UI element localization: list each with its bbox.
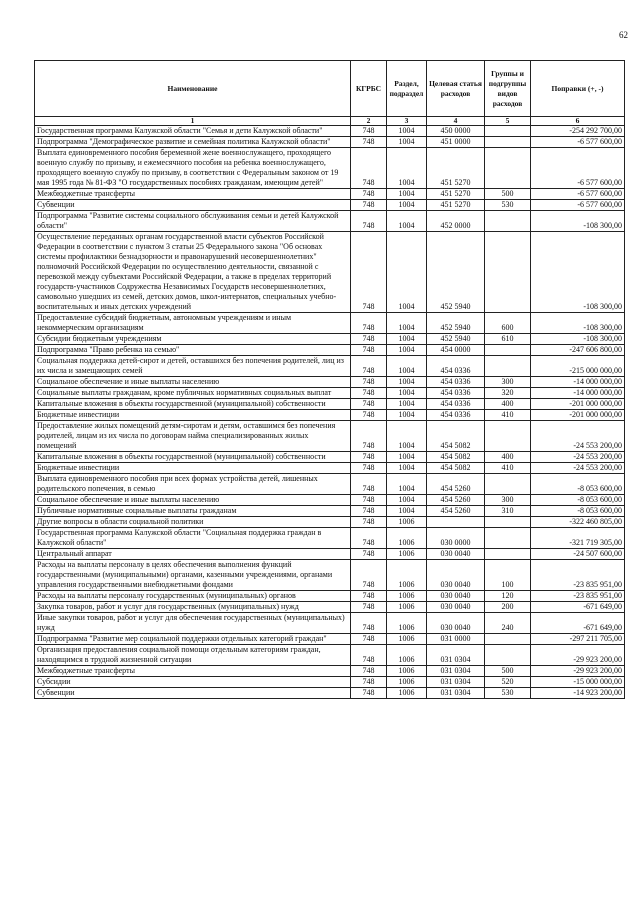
row-name: Государственная программа Калужской области "Семья и дети Калужской области"	[35, 126, 351, 137]
table-row	[35, 452, 625, 463]
table-row	[35, 506, 625, 517]
row-kgrbs: 748	[351, 517, 387, 528]
row-vid	[485, 517, 531, 528]
table-row	[35, 232, 625, 313]
row-name: Публичные нормативные социальные выплаты гражданам	[35, 506, 351, 517]
row-vid: 530	[485, 200, 531, 211]
row-kgrbs: 748	[351, 549, 387, 560]
row-vid	[485, 549, 531, 560]
row-amount: -14 923 200,00	[531, 688, 625, 699]
row-article: 451 5270	[427, 189, 485, 200]
row-article	[427, 517, 485, 528]
row-kgrbs: 748	[351, 634, 387, 645]
row-name: Социальное обеспечение и иные выплаты населению	[35, 377, 351, 388]
row-article: 454 5260	[427, 506, 485, 517]
table-row	[35, 410, 625, 421]
row-vid: 410	[485, 463, 531, 474]
row-article: 030 0040	[427, 591, 485, 602]
row-vid: 100	[485, 560, 531, 591]
row-razdel: 1006	[387, 688, 427, 699]
row-amount: -15 000 000,00	[531, 677, 625, 688]
row-amount: -297 211 705,00	[531, 634, 625, 645]
row-amount: -14 000 000,00	[531, 377, 625, 388]
row-razdel: 1004	[387, 148, 427, 189]
row-razdel: 1004	[387, 388, 427, 399]
table-row	[35, 388, 625, 399]
row-article: 451 0000	[427, 137, 485, 148]
table-row	[35, 313, 625, 334]
column-number: 4	[427, 117, 485, 126]
row-kgrbs: 748	[351, 356, 387, 377]
row-vid: 300	[485, 377, 531, 388]
row-article: 452 0000	[427, 211, 485, 232]
row-name: Подпрограмма "Развитие системы социального обслуживания семьи и детей Калужской области"	[35, 211, 351, 232]
row-amount: -108 300,00	[531, 232, 625, 313]
row-kgrbs: 748	[351, 377, 387, 388]
row-article: 451 5270	[427, 148, 485, 189]
row-kgrbs: 748	[351, 313, 387, 334]
row-kgrbs: 748	[351, 137, 387, 148]
row-vid	[485, 232, 531, 313]
header-razdel: Раздел, подраздел	[387, 61, 427, 117]
row-amount: -24 507 600,00	[531, 549, 625, 560]
table-row	[35, 528, 625, 549]
table-row	[35, 495, 625, 506]
table-row	[35, 399, 625, 410]
header-name: Наименование	[35, 61, 351, 117]
row-article: 030 0000	[427, 528, 485, 549]
table-row	[35, 356, 625, 377]
row-article: 450 0000	[427, 126, 485, 137]
row-razdel: 1004	[387, 463, 427, 474]
row-vid	[485, 126, 531, 137]
row-razdel: 1004	[387, 495, 427, 506]
row-name: Социальная поддержка детей-сирот и детей, оставшихся без попечения родителей, лиц из их числа и замещающих семей	[35, 356, 351, 377]
row-vid: 200	[485, 602, 531, 613]
row-kgrbs: 748	[351, 211, 387, 232]
row-amount: -24 553 200,00	[531, 463, 625, 474]
row-article: 454 0336	[427, 410, 485, 421]
row-name: Капитальные вложения в объекты государственной (муниципальной) собственности	[35, 399, 351, 410]
row-vid: 500	[485, 189, 531, 200]
row-amount: -321 719 305,00	[531, 528, 625, 549]
row-razdel: 1004	[387, 126, 427, 137]
row-amount: -201 000 000,00	[531, 399, 625, 410]
row-vid: 320	[485, 388, 531, 399]
row-razdel: 1006	[387, 528, 427, 549]
table-row	[35, 517, 625, 528]
row-name: Центральный аппарат	[35, 549, 351, 560]
budget-table	[34, 60, 625, 699]
row-article: 454 0336	[427, 377, 485, 388]
row-name: Субсидии бюджетным учреждениям	[35, 334, 351, 345]
row-name: Социальное обеспечение и иные выплаты населению	[35, 495, 351, 506]
row-article: 452 5940	[427, 313, 485, 334]
table-row	[35, 560, 625, 591]
row-article: 030 0040	[427, 549, 485, 560]
row-amount: -29 923 200,00	[531, 666, 625, 677]
row-kgrbs: 748	[351, 410, 387, 421]
row-amount: -671 649,00	[531, 613, 625, 634]
row-vid: 240	[485, 613, 531, 634]
row-article: 031 0304	[427, 666, 485, 677]
row-article: 030 0040	[427, 613, 485, 634]
row-name: Межбюджетные трансферты	[35, 666, 351, 677]
row-name: Субсидии	[35, 677, 351, 688]
row-kgrbs: 748	[351, 452, 387, 463]
row-amount: -322 460 805,00	[531, 517, 625, 528]
row-razdel: 1004	[387, 211, 427, 232]
table-row	[35, 377, 625, 388]
row-amount: -215 000 000,00	[531, 356, 625, 377]
row-vid	[485, 148, 531, 189]
row-razdel: 1004	[387, 189, 427, 200]
row-kgrbs: 748	[351, 148, 387, 189]
column-number: 6	[531, 117, 625, 126]
row-kgrbs: 748	[351, 345, 387, 356]
row-razdel: 1004	[387, 506, 427, 517]
row-name: Подпрограмма "Демографическое развитие и семейная политика Калужской области"	[35, 137, 351, 148]
row-razdel: 1004	[387, 313, 427, 334]
row-article: 030 0040	[427, 560, 485, 591]
row-article: 454 5082	[427, 421, 485, 452]
table-row	[35, 189, 625, 200]
row-razdel: 1004	[387, 399, 427, 410]
row-name: Предоставление субсидий бюджетным, автономным учреждениям и иным некоммерческим организациям	[35, 313, 351, 334]
row-name: Иные закупки товаров, работ и услуг для обеспечения государственных (муниципальных) нужд	[35, 613, 351, 634]
row-vid: 530	[485, 688, 531, 699]
row-article: 030 0040	[427, 602, 485, 613]
row-name: Подпрограмма "Право ребенка на семью"	[35, 345, 351, 356]
table-row	[35, 549, 625, 560]
row-amount: -8 053 600,00	[531, 506, 625, 517]
row-razdel: 1004	[387, 377, 427, 388]
row-amount: -671 649,00	[531, 602, 625, 613]
row-name: Подпрограмма "Развитие мер социальной поддержки отдельных категорий граждан"	[35, 634, 351, 645]
row-article: 452 5940	[427, 334, 485, 345]
row-kgrbs: 748	[351, 528, 387, 549]
row-name: Расходы на выплаты персоналу в целях обеспечения выполнения функций государственными (муниципальными) органами, казенными учреждениями, органами управления государственными внебюджетными фондами	[35, 560, 351, 591]
row-name: Осуществление переданных органам государственной власти субъектов Российской Федерации в соответствии с пунктом 3 статьи 25 Федерального закона "Об основах системы профилактики безнадзорности и правонарушений несовершеннолетних" полномочий Российской Федерации по осуществлению деятельности, связанной с перевозкой между субъектами Российской Федерации, а также в пределах территорий государств-участников Содружества Независимых Государств несовершеннолетних, самовольно ушедших из семей, детских домов, школ-интернатов, специальных учебно-воспитательных и иных детских учреждений	[35, 232, 351, 313]
row-amount: -24 553 200,00	[531, 452, 625, 463]
row-kgrbs: 748	[351, 688, 387, 699]
row-razdel: 1004	[387, 232, 427, 313]
row-razdel: 1006	[387, 591, 427, 602]
row-kgrbs: 748	[351, 126, 387, 137]
row-kgrbs: 748	[351, 666, 387, 677]
row-amount: -108 300,00	[531, 211, 625, 232]
row-name: Субвенции	[35, 200, 351, 211]
table-row	[35, 591, 625, 602]
row-vid: 410	[485, 410, 531, 421]
column-number: 1	[35, 117, 351, 126]
row-amount: -6 577 600,00	[531, 148, 625, 189]
row-razdel: 1006	[387, 517, 427, 528]
row-kgrbs: 748	[351, 200, 387, 211]
row-name: Другие вопросы в области социальной политики	[35, 517, 351, 528]
row-name: Организация предоставления социальной помощи отдельным категориям граждан, находящимся в трудной жизненной ситуации	[35, 645, 351, 666]
row-kgrbs: 748	[351, 474, 387, 495]
column-number: 3	[387, 117, 427, 126]
row-article: 452 5940	[427, 232, 485, 313]
header-row	[35, 61, 625, 117]
header-kgrbs: КГРБС	[351, 61, 387, 117]
row-razdel: 1006	[387, 677, 427, 688]
row-razdel: 1004	[387, 452, 427, 463]
row-razdel: 1006	[387, 645, 427, 666]
row-name: Государственная программа Калужской области "Социальная поддержка граждан в Калужской области"	[35, 528, 351, 549]
table-row	[35, 148, 625, 189]
row-vid	[485, 345, 531, 356]
row-amount: -108 300,00	[531, 334, 625, 345]
row-amount: -14 000 000,00	[531, 388, 625, 399]
table-row	[35, 613, 625, 634]
header-vid: Группы и подгруппы видов расходов	[485, 61, 531, 117]
row-name: Выплата единовременного пособия при всех формах устройства детей, лишенных родительского попечения, в семью	[35, 474, 351, 495]
table-body	[35, 126, 625, 699]
row-kgrbs: 748	[351, 645, 387, 666]
row-vid	[485, 211, 531, 232]
row-razdel: 1006	[387, 602, 427, 613]
row-article: 454 5082	[427, 463, 485, 474]
row-kgrbs: 748	[351, 506, 387, 517]
header-article: Целевая статья расходов	[427, 61, 485, 117]
row-amount: -6 577 600,00	[531, 200, 625, 211]
row-vid: 520	[485, 677, 531, 688]
row-kgrbs: 748	[351, 602, 387, 613]
row-kgrbs: 748	[351, 560, 387, 591]
row-article: 454 0336	[427, 388, 485, 399]
row-kgrbs: 748	[351, 495, 387, 506]
row-name: Предоставление жилых помещений детям-сиротам и детям, оставшимся без попечения родителей, лицам из их числа по договорам найма специализированных жилых помещений	[35, 421, 351, 452]
row-name: Выплата единовременного пособия беременной жене военнослужащего, проходящего военную службу по призыву, и ежемесячного пособия на ребенка военнослужащего, проходящего военную службу по призыву, в соответствии с Федеральным законом от 19 мая 1995 года № 81-ФЗ "О государственных пособиях гражданам, имеющим детей"	[35, 148, 351, 189]
table-row	[35, 634, 625, 645]
row-article: 454 0000	[427, 345, 485, 356]
row-amount: -8 053 600,00	[531, 474, 625, 495]
row-razdel: 1006	[387, 549, 427, 560]
row-amount: -254 292 700,00	[531, 126, 625, 137]
row-article: 031 0000	[427, 634, 485, 645]
table-row	[35, 200, 625, 211]
row-kgrbs: 748	[351, 388, 387, 399]
row-razdel: 1004	[387, 356, 427, 377]
row-vid: 120	[485, 591, 531, 602]
row-razdel: 1004	[387, 474, 427, 495]
row-amount: -24 553 200,00	[531, 421, 625, 452]
row-kgrbs: 748	[351, 232, 387, 313]
row-vid	[485, 421, 531, 452]
row-article: 454 0336	[427, 399, 485, 410]
table-row	[35, 463, 625, 474]
row-kgrbs: 748	[351, 189, 387, 200]
table-row	[35, 677, 625, 688]
row-name: Бюджетные инвестиции	[35, 410, 351, 421]
row-amount: -247 606 800,00	[531, 345, 625, 356]
row-kgrbs: 748	[351, 334, 387, 345]
row-name: Бюджетные инвестиции	[35, 463, 351, 474]
row-vid: 600	[485, 313, 531, 334]
row-razdel: 1004	[387, 421, 427, 452]
row-kgrbs: 748	[351, 463, 387, 474]
row-amount: -23 835 951,00	[531, 591, 625, 602]
row-name: Субвенции	[35, 688, 351, 699]
table-row	[35, 345, 625, 356]
row-amount: -6 577 600,00	[531, 189, 625, 200]
table-row	[35, 602, 625, 613]
row-article: 454 5260	[427, 495, 485, 506]
column-number-row	[35, 117, 625, 126]
row-name: Капитальные вложения в объекты государственной (муниципальной) собственности	[35, 452, 351, 463]
row-name: Закупка товаров, работ и услуг для государственных (муниципальных) нужд	[35, 602, 351, 613]
row-amount: -8 053 600,00	[531, 495, 625, 506]
row-name: Расходы на выплаты персоналу государственных (муниципальных) органов	[35, 591, 351, 602]
column-number: 2	[351, 117, 387, 126]
row-vid	[485, 645, 531, 666]
column-number: 5	[485, 117, 531, 126]
row-razdel: 1006	[387, 666, 427, 677]
row-name: Межбюджетные трансферты	[35, 189, 351, 200]
table-row	[35, 666, 625, 677]
table-row	[35, 688, 625, 699]
row-kgrbs: 748	[351, 421, 387, 452]
row-amount: -6 577 600,00	[531, 137, 625, 148]
row-vid	[485, 474, 531, 495]
row-razdel: 1006	[387, 634, 427, 645]
row-article: 454 5260	[427, 474, 485, 495]
header-amount: Поправки (+, -)	[531, 61, 625, 117]
row-vid	[485, 528, 531, 549]
table-row	[35, 137, 625, 148]
row-razdel: 1004	[387, 345, 427, 356]
row-article: 031 0304	[427, 645, 485, 666]
page-number: 62	[619, 30, 628, 40]
row-vid: 310	[485, 506, 531, 517]
table-row	[35, 334, 625, 345]
row-razdel: 1006	[387, 613, 427, 634]
row-vid: 610	[485, 334, 531, 345]
row-vid: 300	[485, 495, 531, 506]
table-row	[35, 211, 625, 232]
row-kgrbs: 748	[351, 399, 387, 410]
row-name: Социальные выплаты гражданам, кроме публичных нормативных социальных выплат	[35, 388, 351, 399]
row-article: 454 5082	[427, 452, 485, 463]
row-razdel: 1004	[387, 200, 427, 211]
row-amount: -23 835 951,00	[531, 560, 625, 591]
row-vid	[485, 634, 531, 645]
row-article: 451 5270	[427, 200, 485, 211]
row-razdel: 1004	[387, 410, 427, 421]
row-amount: -29 923 200,00	[531, 645, 625, 666]
row-vid: 400	[485, 452, 531, 463]
row-vid	[485, 137, 531, 148]
row-razdel: 1004	[387, 334, 427, 345]
row-vid: 500	[485, 666, 531, 677]
row-amount: -201 000 000,00	[531, 410, 625, 421]
row-kgrbs: 748	[351, 613, 387, 634]
table-row	[35, 645, 625, 666]
row-razdel: 1004	[387, 137, 427, 148]
row-kgrbs: 748	[351, 677, 387, 688]
row-article: 031 0304	[427, 688, 485, 699]
row-amount: -108 300,00	[531, 313, 625, 334]
row-article: 454 0336	[427, 356, 485, 377]
row-vid	[485, 356, 531, 377]
row-vid: 400	[485, 399, 531, 410]
table-row	[35, 474, 625, 495]
table-row	[35, 421, 625, 452]
row-article: 031 0304	[427, 677, 485, 688]
table-row	[35, 126, 625, 137]
row-kgrbs: 748	[351, 591, 387, 602]
row-razdel: 1006	[387, 560, 427, 591]
